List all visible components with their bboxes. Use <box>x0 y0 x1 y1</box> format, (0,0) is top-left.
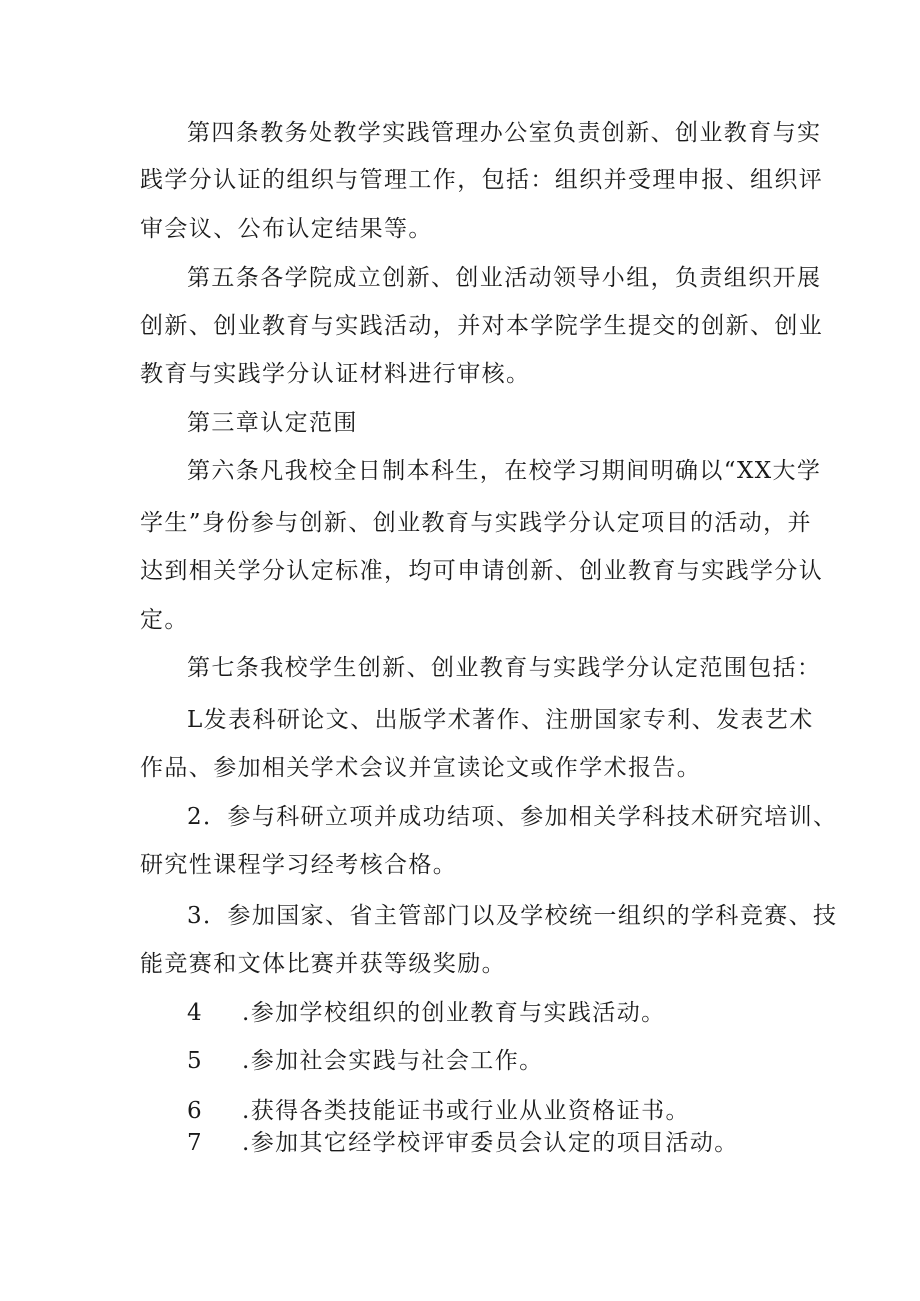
item-7-text: .参加其它经学校评审委员会认定的项目活动。 <box>242 1130 739 1156</box>
item-4-number: 4 <box>187 1000 204 1026</box>
item-1-line-2: 作品、参加相关学术会议并宣读论文或作学术报告。 <box>140 755 702 781</box>
article-5-line-1: 第五条各学院成立创新、创业活动领导小组，负责组织开展 <box>187 265 822 291</box>
item-2-line-1: 2．参与科研立项并成功结项、参加相关学科技术研究培训、 <box>187 804 838 830</box>
article-6-line-4: 定。 <box>140 607 189 633</box>
chapter-3-heading: 第三章认定范围 <box>187 410 358 436</box>
item-6-number: 6 <box>187 1098 204 1124</box>
item-7-number: 7 <box>187 1130 204 1156</box>
article-4-line-2: 践学分认证的组织与管理工作，包括：组织并受理申报、组织评 <box>140 167 824 193</box>
item-3-line-2: 能竞赛和文体比赛并获等级奖励。 <box>140 951 506 977</box>
article-5-line-3: 教育与实践学分认证材料进行审核。 <box>140 361 531 387</box>
item-2-line-2: 研究性课程学习经考核合格。 <box>140 852 458 878</box>
article-5-line-2: 创新、创业教育与实践活动，并对本学院学生提交的创新、创业 <box>140 313 824 339</box>
article-4-line-3: 审会议、公布认定结果等。 <box>140 216 433 242</box>
article-7-intro: 第七条我校学生创新、创业教育与实践学分认定范围包括： <box>187 655 822 681</box>
item-5-number: 5 <box>187 1048 204 1074</box>
item-6-text: .获得各类技能证书或行业从业资格证书。 <box>242 1098 690 1124</box>
item-5-text: .参加社会实践与社会工作。 <box>242 1048 544 1074</box>
article-6-line-2: 学生”身份参与创新、创业教育与实践学分认定项目的活动，并 <box>140 510 812 536</box>
item-4-text: .参加学校组织的创业教育与实践活动。 <box>242 1000 666 1026</box>
item-1-line-1: L发表科研论文、出版学术著作、注册国家专利、发表艺术 <box>187 707 814 733</box>
article-6-line-1: 第六条凡我校全日制本科生，在校学习期间明确以“XX大学 <box>187 458 822 484</box>
article-6-line-3: 达到相关学分认定标准，均可申请创新、创业教育与实践学分认 <box>140 558 824 584</box>
item-3-line-1: 3．参加国家、省主管部门以及学校统一组织的学科竞赛、技 <box>187 903 838 929</box>
article-4-line-1: 第四条教务处教学实践管理办公室负责创新、创业教育与实 <box>187 120 822 146</box>
